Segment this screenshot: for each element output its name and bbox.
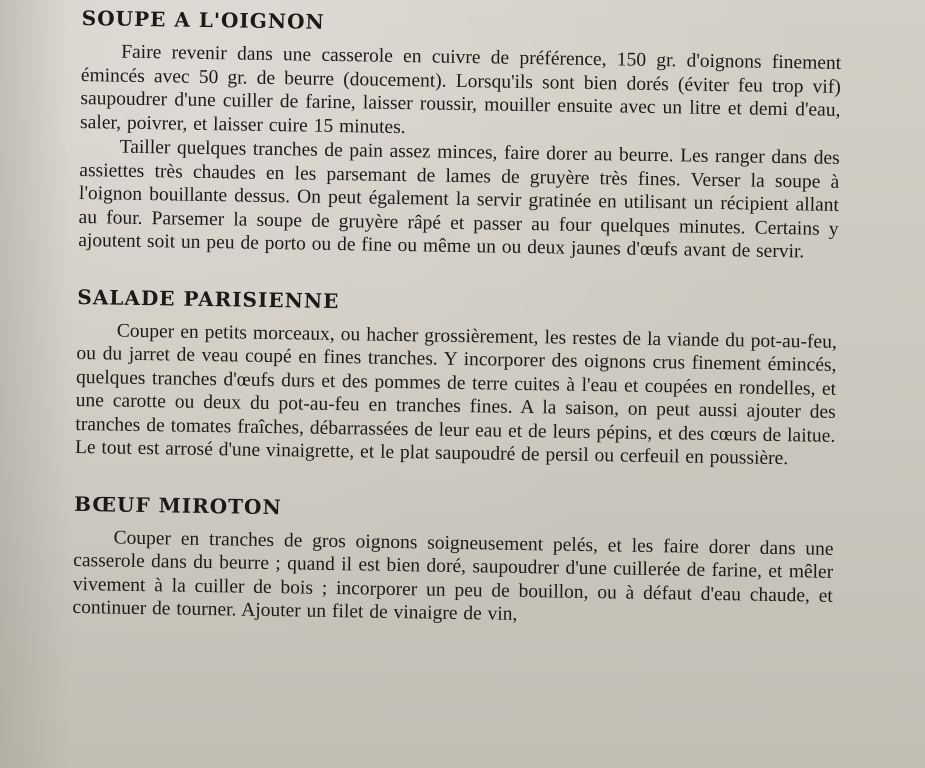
recipe-paragraph: Couper en petits morceaux, ou hacher grossièrement, les restes de la viande du pot-au-feu, ou du jarret de veau coupé en fines tranches. Y incorporer des oignons crus finement émincés, quelques tranches d'œufs durs et des pommes de terre cuites à l'eau et coupées en rondelles, et une carotte ou deux du pot-au-feu en tranches fines. A la saison, on peut aussi ajouter des tranches de tomates fraîches, débarrassées de leur eau et de leurs pépins, et des cœurs de laitue. Le tout est arrosé d'une vinaigrette, et le plat saupoudré de persil ou cerfeuil en poussière. (74, 320, 837, 470)
recipe-paragraph: Tailler quelques tranches de pain assez minces, faire dorer au beurre. Les ranger dans des assiettes très chaudes en les parsemant de lames de gruyère très fines. Verser la soupe à l'oignon bouillante dessus. On peut également la servir gratinée en utilisant un récipient allant au four. Parsemer la soupe de gruyère râpé et passer au four quelques minutes. Certains y ajoutent soit un peu de porto ou de fine ou même un ou deux jaunes d'œufs avant de servir. (78, 136, 840, 263)
recipe-text-block (72, 4, 842, 631)
recipe-boeuf-miroton (72, 489, 834, 631)
recipe-paragraph: Faire revenir dans une casserole en cuivre de préférence, 150 gr. d'oignons finement émincés avec 50 gr. de beurre (doucement). Lorsqu'ils sont bien dorés (éviter feu trop vif) saupoudrer d'une cuiller de farine, laisser roussir, mouiller ensuite avec un litre et demi d'eau, saler, poivrer, et laisser cuire 15 minutes. (79, 41, 842, 138)
recipe-soupe-a-l-oignon (78, 4, 842, 264)
recipe-title: SALADE PARISIENNE (77, 284, 340, 313)
recipe-paragraph: Couper en tranches de gros oignons soigneusement pelés, et les faire dorer dans une casserole dans du beurre ; quand il est bien doré, saupoudrer d'une cuillerée de farine, et mêler vivement à la cuiller de bois ; incorporer un peu de bouillon, ou à défaut d'eau chaude, et continuer de tourner. Ajouter un filet de vinaigre de vin, (72, 527, 834, 625)
recipe-title: BŒUF MIROTON (73, 491, 282, 519)
recipe-salade-parisienne (75, 282, 838, 471)
page-shadow (0, 0, 70, 768)
recipe-title: SOUPE A L'OIGNON (81, 5, 326, 34)
